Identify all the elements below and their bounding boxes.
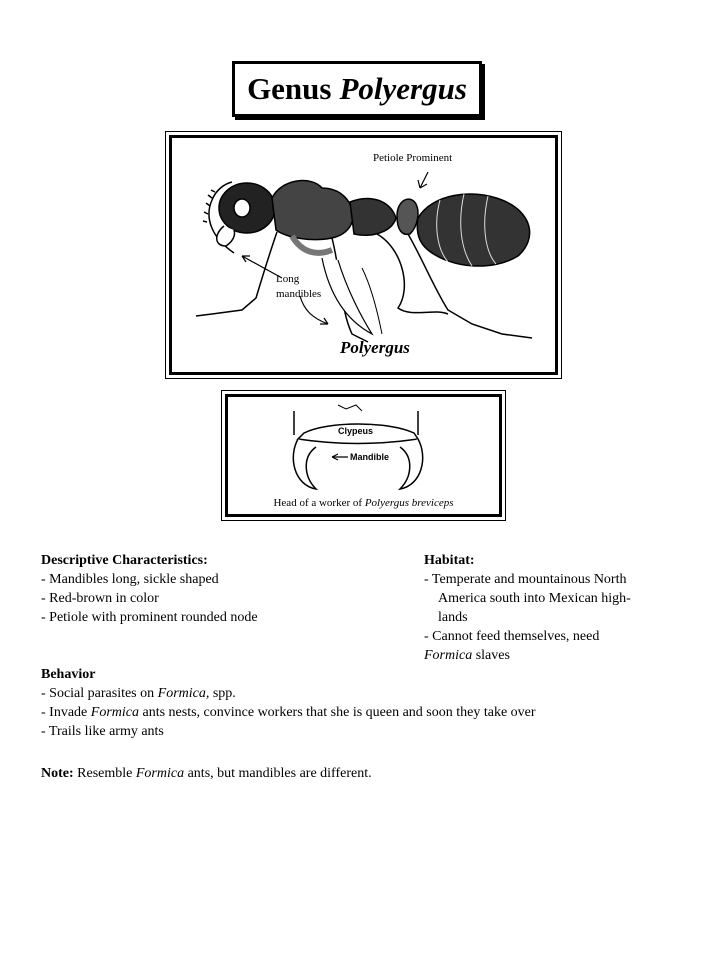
behavior-item bbox=[41, 703, 691, 722]
descriptive-item: - Mandibles long, sickle shaped bbox=[41, 572, 219, 587]
note-text: ants, but mandibles are different. bbox=[184, 766, 372, 781]
page-title bbox=[232, 61, 482, 117]
descriptive-section bbox=[41, 551, 401, 627]
left-mandible bbox=[293, 439, 316, 489]
ant-leg-front bbox=[196, 232, 277, 316]
habitat-item: - Cannot feed themselves, need bbox=[424, 629, 600, 644]
head-figure-caption bbox=[228, 497, 499, 509]
habitat-item-cont: America south into Mexican high- bbox=[438, 591, 631, 606]
habitat-heading: Habitat: bbox=[424, 553, 475, 568]
habitat-section bbox=[424, 551, 674, 665]
right-mandible bbox=[400, 439, 423, 489]
title-prefix: Genus bbox=[247, 71, 332, 106]
label-mandibles: mandibles bbox=[276, 288, 322, 300]
petiole-arrow bbox=[418, 172, 428, 188]
ant-figure bbox=[169, 135, 558, 375]
behavior-text: - Invade bbox=[41, 705, 91, 720]
ant-eye bbox=[234, 199, 250, 217]
habitat-genus: Formica bbox=[424, 648, 473, 663]
behavior-text: ants nests, convince workers that she is queen and soon they take over bbox=[138, 705, 536, 720]
behavior-heading: Behavior bbox=[41, 667, 96, 682]
behavior-genus: Formica, bbox=[157, 686, 210, 701]
mandible-pointer bbox=[332, 454, 348, 460]
habitat-item-cont bbox=[424, 646, 674, 665]
note-text: Resemble bbox=[73, 766, 136, 781]
label-clypeus: Clypeus bbox=[338, 426, 374, 436]
label-mandible: Mandible bbox=[350, 452, 390, 462]
head-figure bbox=[225, 394, 502, 517]
head-caption-species: Polyergus breviceps bbox=[364, 497, 454, 509]
descriptive-item: - Red-brown in color bbox=[41, 591, 159, 606]
ant-figure-frame bbox=[165, 131, 562, 379]
note-label: Note: bbox=[41, 766, 74, 781]
behavior-item bbox=[41, 684, 691, 703]
behavior-section bbox=[41, 665, 691, 741]
ant-figure-caption: Polyergus bbox=[340, 338, 410, 357]
label-petiole-prominent: Petiole Prominent bbox=[373, 152, 453, 164]
label-long: Long bbox=[276, 273, 300, 285]
note-genus: Formica bbox=[135, 766, 185, 781]
habitat-item: - Temperate and mountainous North bbox=[424, 572, 627, 587]
habitat-item-cont: lands bbox=[438, 610, 468, 625]
habitat-item-rest: slaves bbox=[472, 648, 510, 663]
descriptive-heading: Descriptive Characteristics: bbox=[41, 553, 208, 568]
ant-petiole bbox=[397, 199, 418, 234]
head-caption-prefix: Head of a worker of bbox=[273, 497, 363, 509]
title-genus: Polyergus bbox=[339, 71, 467, 106]
behavior-text: spp. bbox=[209, 686, 236, 701]
note-section bbox=[41, 764, 691, 783]
mandible-arrow-lower bbox=[300, 296, 328, 324]
behavior-text: - Social parasites on bbox=[41, 686, 158, 701]
descriptive-item: - Petiole with prominent rounded node bbox=[41, 610, 258, 625]
behavior-item: - Trails like army ants bbox=[41, 724, 164, 739]
ant-gaster bbox=[417, 194, 529, 266]
behavior-genus: Formica bbox=[90, 705, 139, 720]
ant-thorax bbox=[272, 181, 353, 240]
head-figure-frame bbox=[221, 390, 506, 521]
